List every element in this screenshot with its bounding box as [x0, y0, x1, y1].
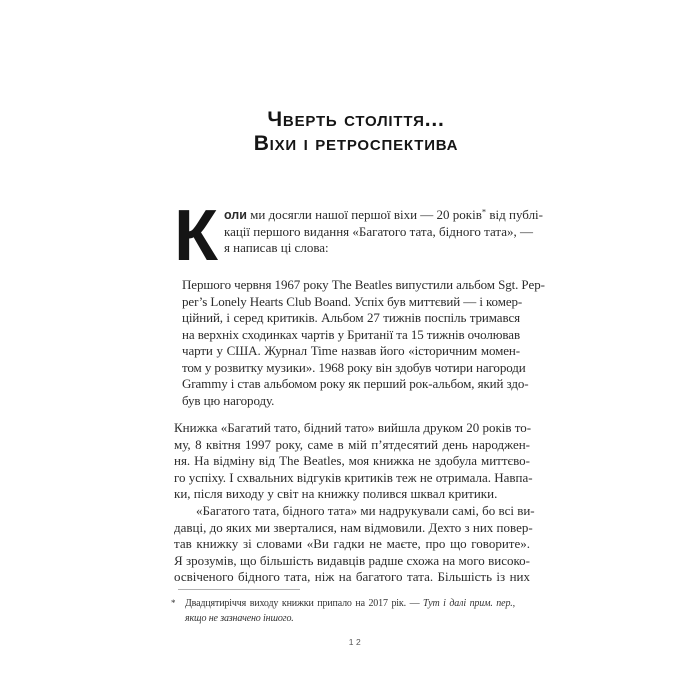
footnote [170, 596, 515, 626]
drop-cap: К [174, 196, 218, 276]
opening-line-1 [174, 206, 543, 224]
chapter-title-line2: Віхи і ретроспектива [253, 132, 459, 156]
body-paragraph-2: Книжка «Багатий тато, бідний тато» вийшла друком 20 років то- му, 8 квітня 1997 року, саме в мій п’ятдесятий день народжен- ня. На відміну від The Beatles, моя книжка не здобула миттєво- го успіху. І схвальних відгуків критиків теж не отримала. Навпа- ки, після виходу у світ на книжку полився шквал критики. [174, 420, 533, 501]
footnote-text-italic: Тут і далі прим. пер., якщо не зазначено іншого. [185, 598, 515, 624]
footnote-rule [178, 589, 300, 590]
opening-line-3: я написав ці слова: [223, 240, 329, 255]
opening-line-1-end: від публі- [486, 207, 543, 222]
block-quote-beatles: Першого червня 1967 року The Beatles випустили альбом Sgt. Pep- per’s Lonely Hearts Club Boand. Успіх був миттєвий — і комер- ційний, і серед критиків. Альбом 27 тижнів поспіль тримався на верхніх сходинках чартів у Британії та 15 тижнів очолював чарти у США. Журнал Time назвав його «історичним момен- том у розвитку музики». 1968 року він здобув чотири нагороди Grammy і став альбомом року як перший рок-альбом, який здо- був цю нагороду. [182, 277, 545, 408]
opening-paragraph [174, 196, 543, 276]
footnote-text: Двадцятиріччя виходу книжки припало на 2017 рік. — [185, 598, 424, 609]
opening-line-2: кації першого видання «Багатого тата, бідного тата», — [223, 223, 533, 239]
lead-in-bold: оли [223, 208, 247, 222]
footnote-reference-asterisk: * [481, 206, 487, 217]
chapter-title-line1: Чверть століття... [267, 108, 445, 132]
body-paragraph-3: «Багатого тата, бідного тата» ми надрукували самі, бо всі ви- давці, до яких ми зверталися, нам відмовили. Дехто з них повер- тав книжку зі словами «Ви гадки не маєте, про що говорите». Я зрозумів, що більшість видавців радше схожа на мого високо- освіченого бідного тата, ніж на багатого тата. Більшість із них [174, 503, 535, 584]
chapter-title [178, 108, 534, 156]
footnote-marker: * [171, 598, 176, 608]
opening-line-1-text: ми досягли нашої першої віхи — 20 років [246, 207, 482, 222]
page-number: 12 [348, 637, 364, 647]
